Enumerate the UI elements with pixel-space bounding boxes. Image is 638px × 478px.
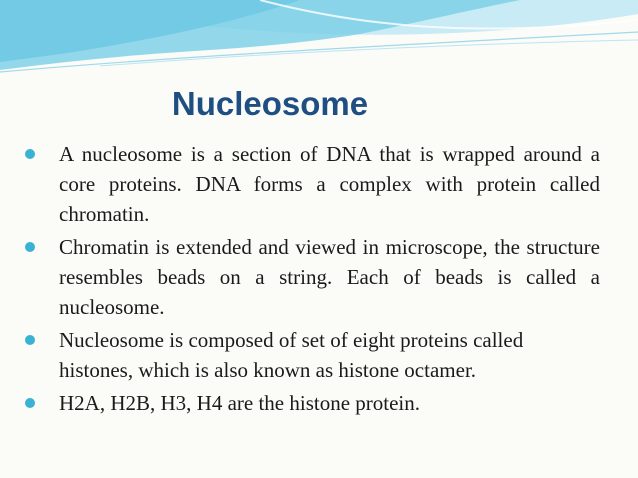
- bullet-item: [0, 232, 638, 322]
- bullet-dot-icon: [25, 335, 35, 345]
- bullet-text: Nucleosome is composed of set of eight proteins called histones, which is also known as histone octamer.: [59, 328, 524, 382]
- bullet-dot-icon: [25, 149, 35, 159]
- bullet-item: [0, 325, 638, 385]
- wave-band-mid: [0, 0, 520, 70]
- slide-title: Nucleosome: [171, 85, 369, 122]
- bullet-text: A nucleosome is a section of DNA that is wrapped around a core proteins. DNA forms a complex with protein called chromatin.: [59, 142, 600, 226]
- bullet-item: [0, 388, 638, 418]
- header-wave-decoration: [0, 0, 638, 80]
- bullet-dot-icon: [25, 242, 35, 252]
- bullet-dot-icon: [25, 398, 35, 408]
- bullet-text: Chromatin is extended and viewed in microscope, the structure resembles beads on a string. Each of beads is called a nucleosome.: [59, 235, 600, 319]
- bullet-list: [0, 139, 638, 421]
- bullet-item: [0, 139, 638, 229]
- bullet-text: H2A, H2B, H3, H4 are the histone protein.: [59, 391, 421, 415]
